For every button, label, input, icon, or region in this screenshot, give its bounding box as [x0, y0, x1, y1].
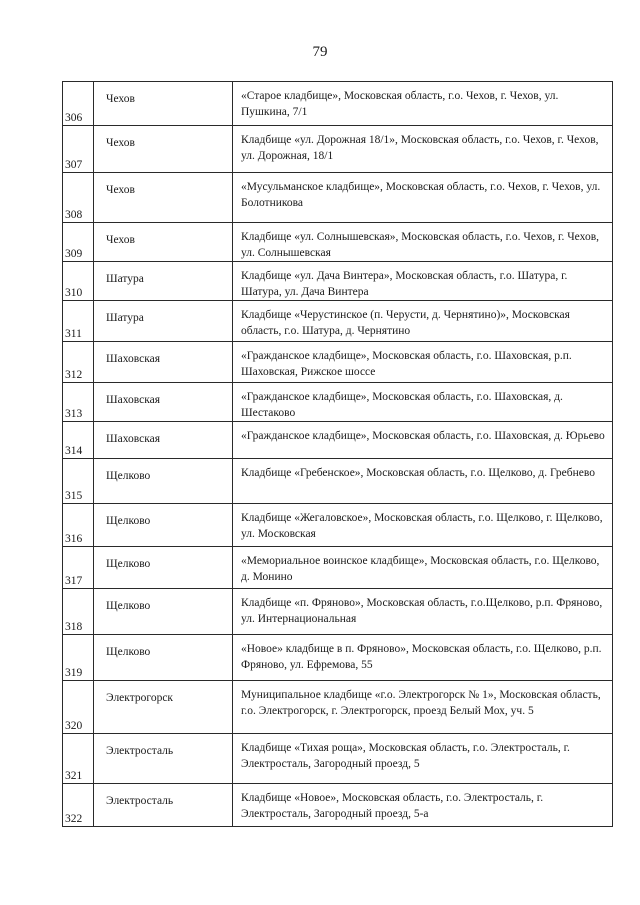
- row-number-cell: [63, 784, 94, 827]
- row-number: 318: [65, 621, 83, 633]
- row-number: 313: [65, 408, 83, 420]
- row-number-cell: [63, 504, 94, 547]
- cemetery-cell: [233, 301, 613, 342]
- row-number-cell: [63, 734, 94, 784]
- row-number-cell: [63, 547, 94, 589]
- cemetery-description: «Гражданское кладбище», Московская область, г.о. Шаховская, д. Шестаково: [241, 391, 563, 419]
- table-row: [63, 223, 613, 262]
- cemetery-description: Кладбище «Гребенское», Московская область, г.о. Щелково, д. Гребнево: [241, 467, 595, 479]
- row-number: 319: [65, 667, 83, 679]
- city-name: Щелково: [106, 515, 151, 527]
- city-cell: [94, 504, 233, 547]
- row-number: 317: [65, 575, 83, 587]
- city-name: Электрогорск: [106, 692, 174, 704]
- row-number-cell: [63, 383, 94, 422]
- table-row: [63, 589, 613, 635]
- table-row: [63, 459, 613, 504]
- row-number: 312: [65, 369, 83, 381]
- row-number-cell: [63, 301, 94, 342]
- row-number: 315: [65, 490, 83, 502]
- city-name: Щелково: [106, 646, 151, 658]
- row-number: 311: [65, 328, 82, 340]
- city-cell: [94, 589, 233, 635]
- cemetery-cell: [233, 342, 613, 383]
- row-number-cell: [63, 126, 94, 173]
- row-number-cell: [63, 589, 94, 635]
- city-name: Чехов: [106, 93, 135, 105]
- city-name: Шаховская: [106, 433, 161, 445]
- city-name: Шатура: [106, 312, 144, 324]
- row-number: 322: [65, 813, 83, 825]
- row-number: 307: [65, 159, 83, 171]
- city-cell: [94, 342, 233, 383]
- city-name: Чехов: [106, 234, 135, 246]
- row-number-cell: [63, 173, 94, 223]
- cemetery-cell: [233, 173, 613, 223]
- city-cell: [94, 635, 233, 681]
- city-cell: [94, 223, 233, 262]
- cemetery-cell: [233, 734, 613, 784]
- cemetery-description: Муниципальное кладбище «г.о. Электрогорск № 1», Московская область, г.о. Электрогорск, г. Электрогорск, проезд Белый Мох, уч. 5: [241, 689, 601, 717]
- city-cell: [94, 173, 233, 223]
- table-row: [63, 635, 613, 681]
- cemetery-cell: [233, 459, 613, 504]
- table-row: [63, 82, 613, 126]
- cemetery-description: Кладбище «ул. Солнышевская», Московская область, г.о. Чехов, г. Чехов, ул. Солнышевская: [241, 231, 599, 259]
- cemetery-cell: [233, 784, 613, 827]
- cemetery-cell: [233, 681, 613, 734]
- row-number-cell: [63, 262, 94, 301]
- cemetery-cell: [233, 82, 613, 126]
- table-row: [63, 504, 613, 547]
- row-number: 308: [65, 209, 83, 221]
- table-row: [63, 422, 613, 459]
- row-number: 306: [65, 112, 83, 124]
- cemetery-description: «Старое кладбище», Московская область, г.о. Чехов, г. Чехов, ул. Пушкина, 7/1: [241, 90, 559, 118]
- table-row: [63, 784, 613, 827]
- city-name: Щелково: [106, 470, 151, 482]
- row-number-cell: [63, 82, 94, 126]
- row-number-cell: [63, 422, 94, 459]
- cemetery-description: «Новое» кладбище в п. Фряново», Московская область, г.о. Щелково, р.п. Фряново, ул. Ефремова, 55: [241, 643, 602, 671]
- city-name: Щелково: [106, 600, 151, 612]
- cemetery-description: Кладбище «п. Фряново», Московская область, г.о.Щелково, р.п. Фряново, ул. Интернациональная: [241, 597, 603, 625]
- cemetery-description: Кладбище «Черустинское (п. Черусти, д. Чернятино)», Московская область, г.о. Шатура, д. Чернятино: [241, 309, 570, 337]
- cemetery-description: Кладбище «Тихая роща», Московская область, г.о. Электросталь, г. Электросталь, Загородный проезд, 5: [241, 742, 570, 770]
- city-name: Шаховская: [106, 394, 161, 406]
- table-row: [63, 734, 613, 784]
- city-cell: [94, 734, 233, 784]
- cemetery-cell: [233, 422, 613, 459]
- cemetery-description: «Гражданское кладбище», Московская область, г.о. Шаховская, р.п. Шаховская, Рижское шоссе: [241, 350, 572, 378]
- row-number-cell: [63, 635, 94, 681]
- row-number-cell: [63, 459, 94, 504]
- table-row: [63, 681, 613, 734]
- city-name: Электросталь: [106, 745, 174, 757]
- row-number: 316: [65, 533, 83, 545]
- table-row: [63, 547, 613, 589]
- cemetery-registry-table: [62, 81, 613, 827]
- row-number: 321: [65, 770, 83, 782]
- cemetery-cell: [233, 383, 613, 422]
- cemetery-description: Кладбище «Жегаловское», Московская область, г.о. Щелково, г. Щелково, ул. Московская: [241, 512, 603, 540]
- row-number: 309: [65, 248, 83, 260]
- cemetery-cell: [233, 223, 613, 262]
- city-cell: [94, 681, 233, 734]
- city-name: Шаховская: [106, 353, 161, 365]
- table-row: [63, 383, 613, 422]
- city-cell: [94, 459, 233, 504]
- table-row: [63, 173, 613, 223]
- row-number-cell: [63, 223, 94, 262]
- city-cell: [94, 262, 233, 301]
- cemetery-cell: [233, 589, 613, 635]
- cemetery-cell: [233, 262, 613, 301]
- row-number: 314: [65, 445, 83, 457]
- city-cell: [94, 383, 233, 422]
- city-cell: [94, 784, 233, 827]
- row-number-cell: [63, 681, 94, 734]
- city-name: Шатура: [106, 273, 144, 285]
- cemetery-cell: [233, 635, 613, 681]
- row-number: 320: [65, 720, 83, 732]
- row-number: 310: [65, 287, 83, 299]
- city-name: Электросталь: [106, 795, 174, 807]
- cemetery-description: Кладбище «Новое», Московская область, г.о. Электросталь, г. Электросталь, Загородный проезд, 5-а: [241, 792, 544, 820]
- cemetery-description: «Мусульманское кладбище», Московская область, г.о. Чехов, г. Чехов, ул. Болотникова: [241, 181, 601, 209]
- city-cell: [94, 301, 233, 342]
- cemetery-description: «Гражданское кладбище», Московская область, г.о. Шаховская, д. Юрьево: [241, 430, 605, 442]
- table-row: [63, 342, 613, 383]
- cemetery-cell: [233, 504, 613, 547]
- cemetery-description: Кладбище «ул. Дорожная 18/1», Московская область, г.о. Чехов, г. Чехов, ул. Дорожная, 18/1: [241, 134, 599, 162]
- row-number-cell: [63, 342, 94, 383]
- cemetery-cell: [233, 547, 613, 589]
- table-row: [63, 126, 613, 173]
- city-cell: [94, 126, 233, 173]
- city-cell: [94, 82, 233, 126]
- city-name: Чехов: [106, 184, 135, 196]
- cemetery-description: Кладбище «ул. Дача Винтера», Московская область, г.о. Шатура, г. Шатура, ул. Дача Винтера: [241, 270, 568, 298]
- city-cell: [94, 422, 233, 459]
- page-number: 79: [312, 44, 328, 60]
- table-row: [63, 301, 613, 342]
- cemetery-cell: [233, 126, 613, 173]
- table-row: [63, 262, 613, 301]
- city-name: Чехов: [106, 137, 135, 149]
- cemetery-description: «Мемориальное воинское кладбище», Московская область, г.о. Щелково, д. Монино: [241, 555, 600, 583]
- city-name: Щелково: [106, 558, 151, 570]
- city-cell: [94, 547, 233, 589]
